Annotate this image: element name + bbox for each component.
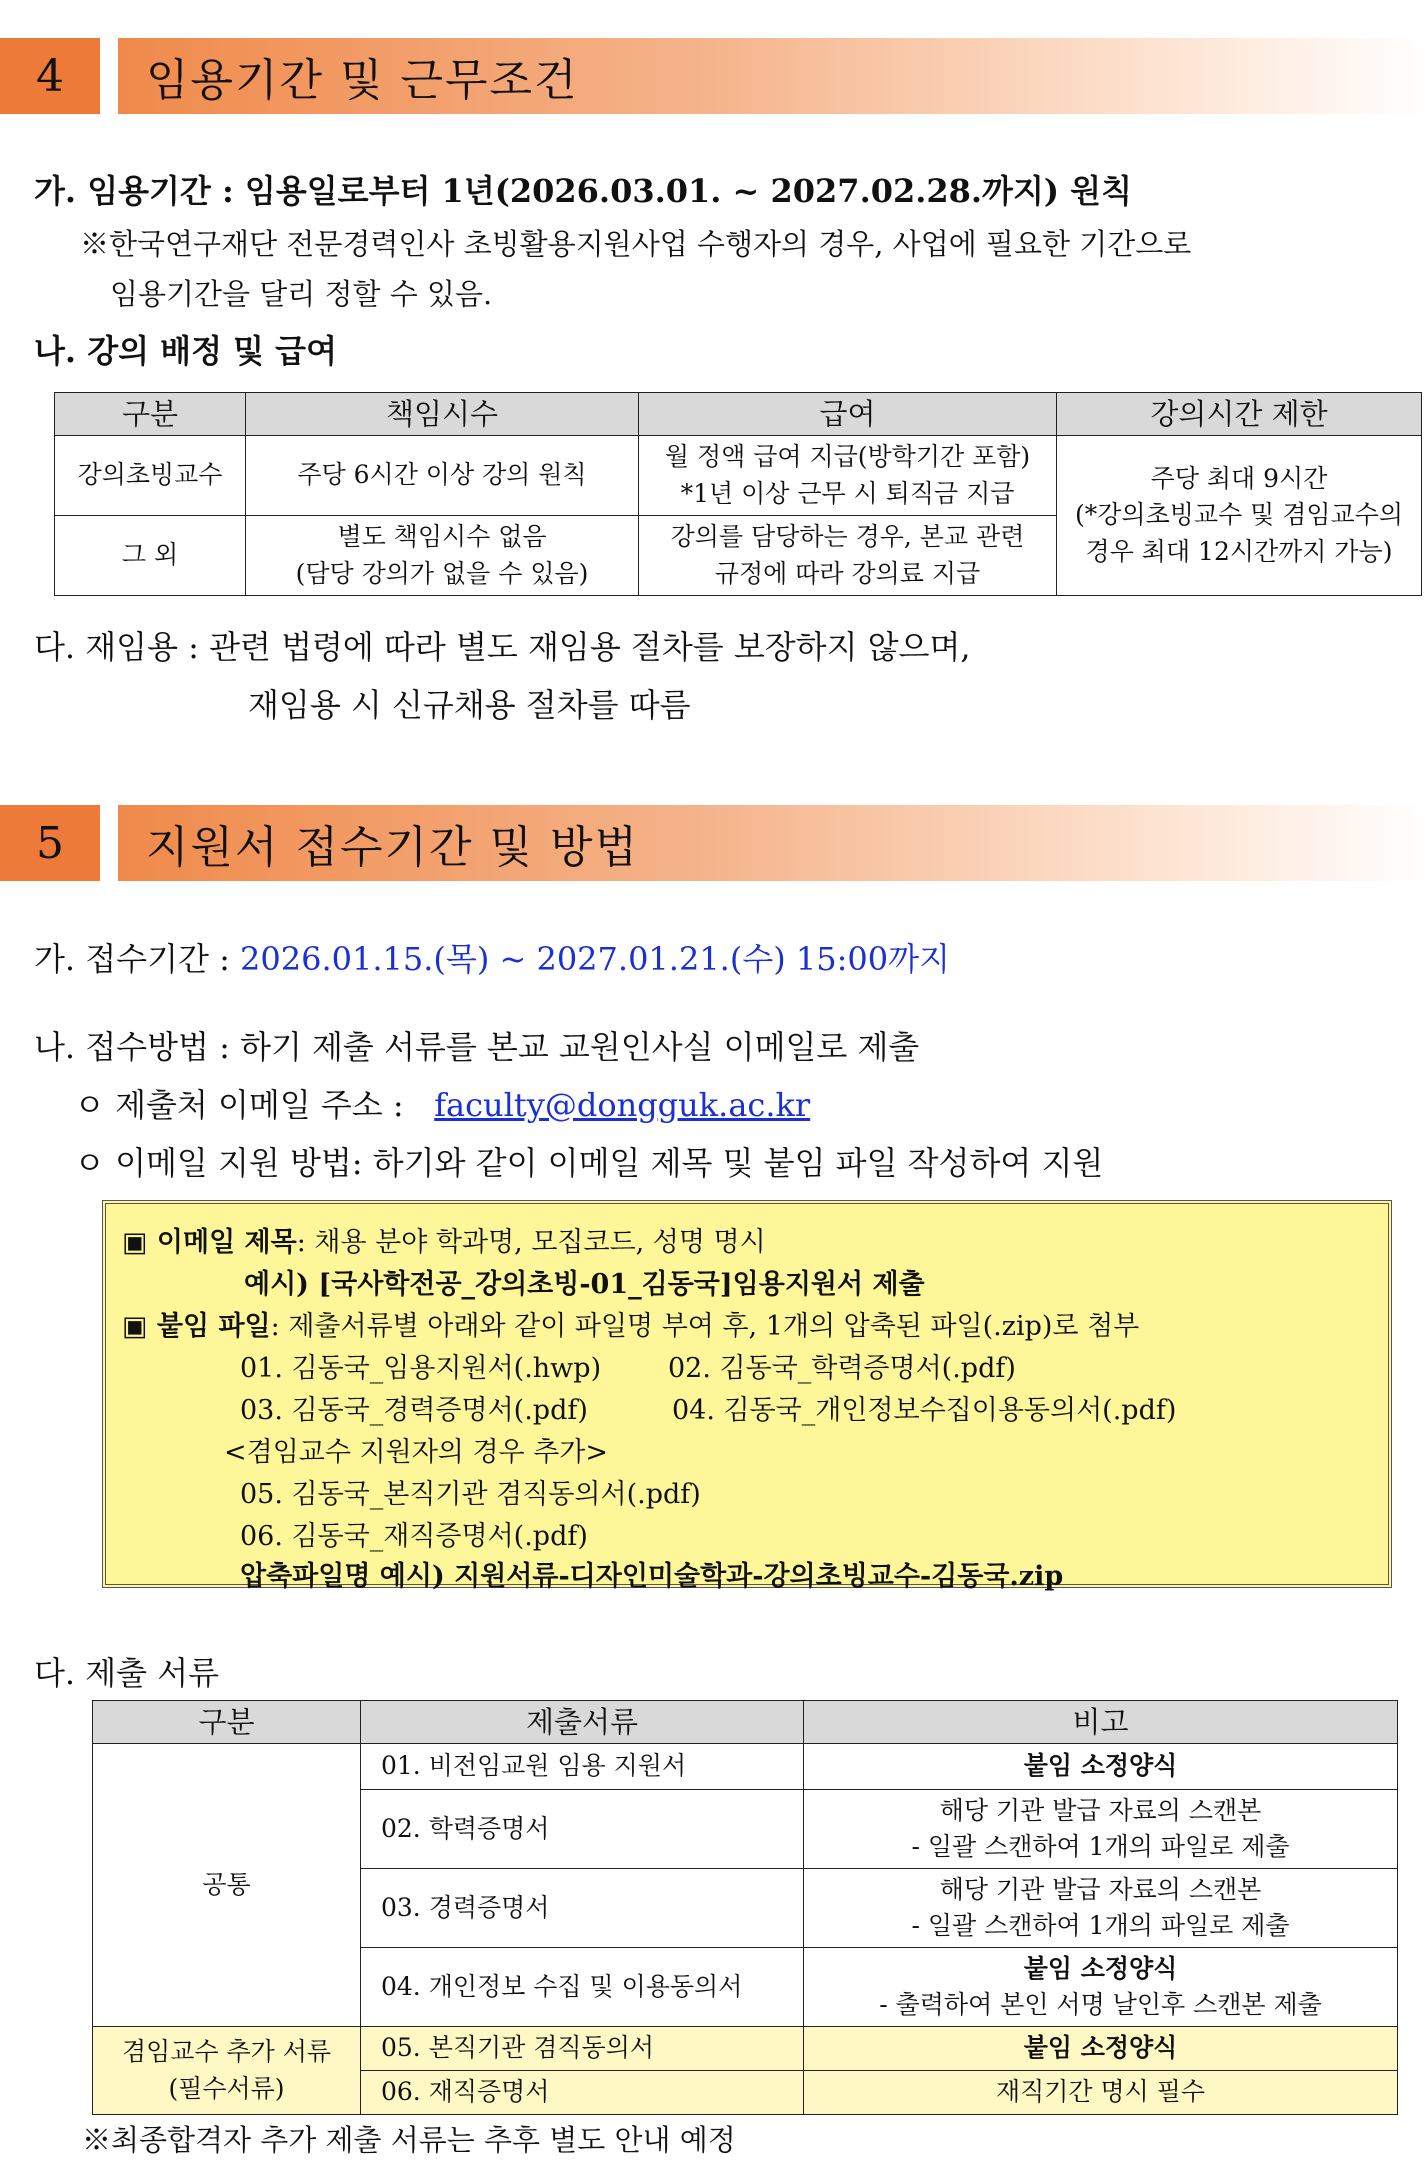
adjunct-additional-label: <겸임교수 지원자의 경우 추가> bbox=[224, 1437, 608, 1468]
cell-remark: 붙임 소정양식 bbox=[804, 1744, 1398, 1790]
section-number: 5 bbox=[0, 805, 100, 881]
email-link[interactable]: faculty@dongguk.ac.kr bbox=[434, 1086, 811, 1124]
section-title: 임용기간 및 근무조건 bbox=[118, 38, 1428, 114]
cell-remark: 재직기간 명시 필수 bbox=[804, 2071, 1398, 2115]
table-header-row bbox=[93, 1701, 1398, 1744]
cell-hours: 주당 6시간 이상 강의 원칙 bbox=[246, 436, 639, 516]
header-salary: 급여 bbox=[639, 393, 1057, 436]
salary-line: 월 정액 급여 지급(방학기간 포함) bbox=[664, 442, 1031, 472]
remark-line: 해당 기관 발급 자료의 스캔본 bbox=[939, 1874, 1262, 1904]
header-limit: 강의시간 제한 bbox=[1057, 393, 1422, 436]
application-period bbox=[34, 934, 950, 980]
period-value: 2026.01.15.(목) ~ 2027.01.21.(수) 15:00까지 bbox=[240, 940, 950, 978]
cell-salary bbox=[639, 436, 1057, 516]
adjunct-line: (필수서류) bbox=[168, 2073, 285, 2103]
remark-line: - 일괄 스캔하여 1개의 파일로 제출 bbox=[911, 1832, 1290, 1862]
documents-table bbox=[92, 1700, 1398, 2115]
table-header-row bbox=[55, 393, 1422, 436]
term-of-appointment: 가. 임용기간 : 임용일로부터 1년(2026.03.01. ~ 2027.02.28.까지) 원칙 bbox=[34, 172, 1132, 210]
zip-name-example: 압축파일명 예시) 지원서류-디자인미술학과-강의초빙교수-김동국.zip bbox=[240, 1561, 1064, 1592]
limit-line: 경우 최대 12시간까지 가능) bbox=[1085, 536, 1393, 566]
salary-line: *1년 이상 근무 시 퇴직금 지급 bbox=[680, 478, 1015, 508]
cell-remark bbox=[804, 1869, 1398, 1948]
documents-heading: 다. 제출 서류 bbox=[34, 1654, 220, 1692]
cell-salary bbox=[639, 516, 1057, 596]
period-label: 가. 접수기간 : bbox=[34, 940, 241, 978]
cell-document: 03. 경력증명서 bbox=[361, 1869, 804, 1948]
header-category: 구분 bbox=[55, 393, 246, 436]
email-address-line bbox=[74, 1080, 810, 1126]
email-subject-example: 예시) [국사학전공_강의초빙-01_김동국]임용지원서 제출 bbox=[244, 1269, 925, 1300]
file-name-06: 06. 김동국_재직증명서(.pdf) bbox=[240, 1521, 588, 1552]
section-number: 4 bbox=[0, 38, 100, 114]
cell-hours bbox=[246, 516, 639, 596]
cell-document: 04. 개인정보 수집 및 이용동의서 bbox=[361, 1948, 804, 2027]
file-name-04: 04. 김동국_개인정보수집이용동의서(.pdf) bbox=[672, 1395, 1177, 1426]
salary-line: 강의를 담당하는 경우, 본교 관련 bbox=[670, 522, 1025, 552]
cell-common: 공통 bbox=[93, 1744, 361, 2027]
section-4-header bbox=[0, 38, 1428, 114]
remark-line: - 일괄 스캔하여 1개의 파일로 제출 bbox=[911, 1911, 1290, 1941]
cell-limit bbox=[1057, 436, 1422, 596]
cell-adjunct bbox=[93, 2027, 361, 2115]
reappointment-line-1: 다. 재임용 : 관련 법령에 따라 별도 재임용 절차를 보장하지 않으며, bbox=[34, 628, 971, 666]
header-hours: 책임시수 bbox=[246, 393, 639, 436]
table-row bbox=[93, 1744, 1398, 1790]
cell-document: 02. 학력증명서 bbox=[361, 1790, 804, 1869]
section-5-header bbox=[0, 805, 1428, 881]
email-subject-text: : 채용 분야 학과명, 모집코드, 성명 명시 bbox=[296, 1227, 766, 1258]
email-label: ㅇ 제출처 이메일 주소 : bbox=[74, 1086, 404, 1124]
cell-document: 06. 재직증명서 bbox=[361, 2071, 804, 2115]
email-instructions-box bbox=[102, 1200, 1392, 1592]
cell-category: 그 외 bbox=[55, 516, 246, 596]
hours-line: 별도 책임시수 없음 bbox=[337, 522, 547, 552]
cell-document: 05. 본직기관 겸직동의서 bbox=[361, 2027, 804, 2071]
file-name-01: 01. 김동국_임용지원서(.hwp) bbox=[240, 1353, 602, 1384]
cell-remark bbox=[804, 1948, 1398, 2027]
table-row bbox=[55, 436, 1422, 516]
email-subject-label: ▣ 이메일 제목 bbox=[122, 1227, 297, 1258]
adjunct-line: 겸임교수 추가 서류 bbox=[121, 2037, 332, 2067]
email-method-line: ㅇ 이메일 지원 방법: 하기와 같이 이메일 제목 및 붙임 파일 작성하여 지원 bbox=[74, 1144, 1104, 1182]
email-subject-line bbox=[122, 1220, 766, 1259]
attachment-text: : 제출서류별 아래와 같이 파일명 부여 후, 1개의 압축된 파일(.zip)로 첨부 bbox=[270, 1311, 1140, 1342]
attachment-label: ▣ 붙임 파일 bbox=[122, 1311, 271, 1342]
limit-line: 주당 최대 9시간 bbox=[1150, 464, 1328, 494]
attachment-line bbox=[122, 1304, 1139, 1343]
final-note: ※최종합격자 추가 제출 서류는 추후 별도 안내 예정 bbox=[82, 2123, 736, 2157]
cell-category: 강의초빙교수 bbox=[55, 436, 246, 516]
cell-document: 01. 비전임교원 임용 지원서 bbox=[361, 1744, 804, 1790]
cell-remark: 붙임 소정양식 bbox=[804, 2027, 1398, 2071]
limit-line: (*강의초빙교수 및 겸임교수의 bbox=[1075, 500, 1403, 530]
note-line-1: ※한국연구재단 전문경력인사 초빙활용지원사업 수행자의 경우, 사업에 필요한 기간으로 bbox=[80, 227, 1192, 261]
header-category: 구분 bbox=[93, 1701, 361, 1744]
file-name-05: 05. 김동국_본직기관 겸직동의서(.pdf) bbox=[240, 1479, 701, 1510]
salary-line: 규정에 따라 강의료 지급 bbox=[714, 558, 981, 588]
table-row bbox=[93, 2027, 1398, 2071]
file-name-03: 03. 김동국_경력증명서(.pdf) bbox=[240, 1395, 588, 1426]
hours-line: (담당 강의가 없을 수 있음) bbox=[295, 558, 589, 588]
file-name-02: 02. 김동국_학력증명서(.pdf) bbox=[668, 1353, 1016, 1384]
cell-remark bbox=[804, 1790, 1398, 1869]
remark-line: 해당 기관 발급 자료의 스캔본 bbox=[939, 1795, 1262, 1825]
lecture-salary-table bbox=[54, 392, 1422, 596]
remark-line: - 출력하여 본인 서명 날인후 스캔본 제출 bbox=[879, 1990, 1322, 2020]
note-line-2: 임용기간을 달리 정할 수 있음. bbox=[110, 277, 493, 311]
reappointment-line-2: 재임용 시 신규채용 절차를 따름 bbox=[248, 686, 691, 724]
application-method: 나. 접수방법 : 하기 제출 서류를 본교 교원인사실 이메일로 제출 bbox=[34, 1028, 920, 1066]
remark-line: 붙임 소정양식 bbox=[1023, 1953, 1178, 1983]
header-documents: 제출서류 bbox=[361, 1701, 804, 1744]
section-title: 지원서 접수기간 및 방법 bbox=[118, 805, 1428, 881]
lecture-salary-heading: 나. 강의 배정 및 급여 bbox=[34, 332, 337, 370]
header-remarks: 비고 bbox=[804, 1701, 1398, 1744]
